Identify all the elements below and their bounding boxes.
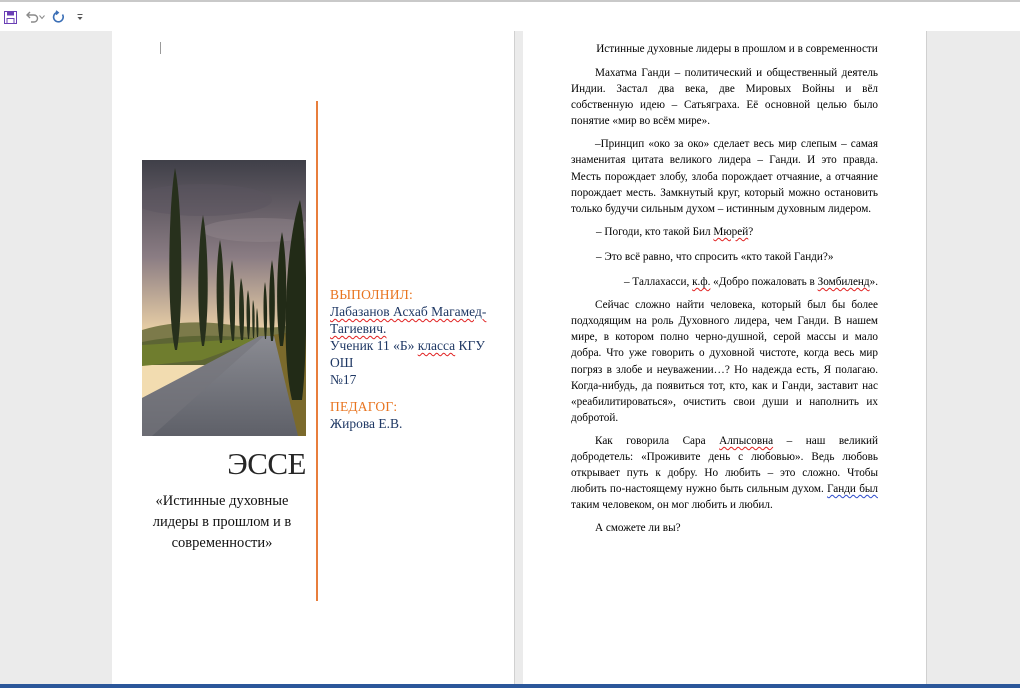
cover-author-block	[330, 286, 505, 432]
author-class-word: класса	[417, 338, 456, 353]
undo-icon	[25, 10, 39, 24]
quick-access-toolbar	[0, 0, 1020, 31]
essay-body	[571, 65, 878, 543]
save-button[interactable]	[3, 8, 17, 26]
essay-closing-question: А сможете ли вы?	[595, 522, 681, 535]
essay-dialogue-line: – Погоди, кто такой Бил Мюрей?	[596, 225, 754, 238]
essay-title: Истинные духовные лидеры в прошлом и в современности	[596, 43, 878, 55]
status-bar-edge	[0, 684, 1020, 688]
teacher-label: ПЕДАГОГ:	[330, 399, 398, 414]
grammar-flagged-phrase: Ганди был	[827, 483, 878, 496]
cover-subtitle: «Истинные духовные лидеры в прошлом и в современности»	[152, 493, 292, 551]
spelling-flagged-word: к.ф.	[692, 276, 711, 289]
author-class-part3: №17	[330, 372, 357, 387]
text-cursor	[160, 42, 161, 54]
teacher-name: Жирова Е.В.	[330, 416, 403, 431]
spelling-flagged-word: Мюрей	[713, 225, 749, 238]
page-edge	[926, 31, 927, 684]
author-name-line1: Лабазанов Асхаб Магамед-	[330, 304, 487, 319]
cover-title: ЭССЕ	[227, 446, 306, 481]
essay-paragraph: –Принцип «око за око» сделает весь мир слепым – самая знаменитая цитата великого лидера – Ганди. И это правда. Месть порождает злобу, злоба порождает отчаяние, а отчаяние порождает месть. Замкнутый круг, который можно остановить только будучи сильным духом – истинным духовным лидером.	[571, 138, 878, 215]
author-label: ВЫПОЛНИЛ:	[330, 287, 413, 302]
customize-toolbar-icon	[77, 13, 83, 21]
customize-toolbar-button[interactable]	[76, 8, 84, 26]
essay-dialogue-line: – Это всё равно, что спросить «кто такой Ганди?»	[596, 250, 834, 263]
spelling-flagged-word: Алпысовна	[719, 434, 774, 447]
undo-button[interactable]	[24, 8, 46, 26]
author-class	[330, 337, 505, 388]
essay-paragraph: Махатма Ганди – политический и общественный деятель Индии. Застал два века, две Мировых Войны и вёл собственную идею – Сатьяграха. Её основной целью было понятие «мир во всём мире».	[571, 67, 878, 128]
redo-icon	[52, 10, 66, 24]
author-class-part1: Ученик 11 «Б»	[330, 338, 418, 353]
author-class-part2: КГУ ОШ	[330, 338, 485, 370]
undo-dropdown-icon	[39, 14, 45, 20]
essay-paragraph: Сейчас сложно найти человека, который был бы более подходящим на роль Духовного лидера, чем Ганди. В нашем мире, в котором полно черно-душной, серой массы и мало добра. Что уже говорить о духовной чистоте, когда весь мир погряз в злобе и неуважении…? Но надежда есть, Я полагаю. Когда-нибудь, да появиться тот, кто, как и Ганди, заставит нас «реабилитироваться», очистить свои души и наполнить их добротой.	[571, 299, 878, 424]
essay-quote-attribution: – Таллахасси, к.ф. «Добро пожаловать в Зомбиленд».	[624, 276, 878, 289]
redo-button[interactable]	[52, 8, 66, 26]
author-name	[330, 303, 505, 337]
author-name-line2: Тагиевич.	[330, 321, 387, 336]
page-edge	[514, 31, 515, 684]
spelling-flagged-word: Зомбиленд	[817, 276, 870, 289]
cover-photo	[142, 160, 306, 436]
cover-divider-line	[316, 101, 318, 601]
essay-paragraph: Как говорила Сара Алпысовна – наш великий добродетель: «Проживите день с любовью». Ведь любовь открывает путь к добру. Но любить – это сложно. Чтобы любить по-настоящему нужно быть сильным духом. Ганди был таким человеком, он мог любить и любил.	[571, 434, 878, 512]
save-icon	[4, 11, 17, 24]
